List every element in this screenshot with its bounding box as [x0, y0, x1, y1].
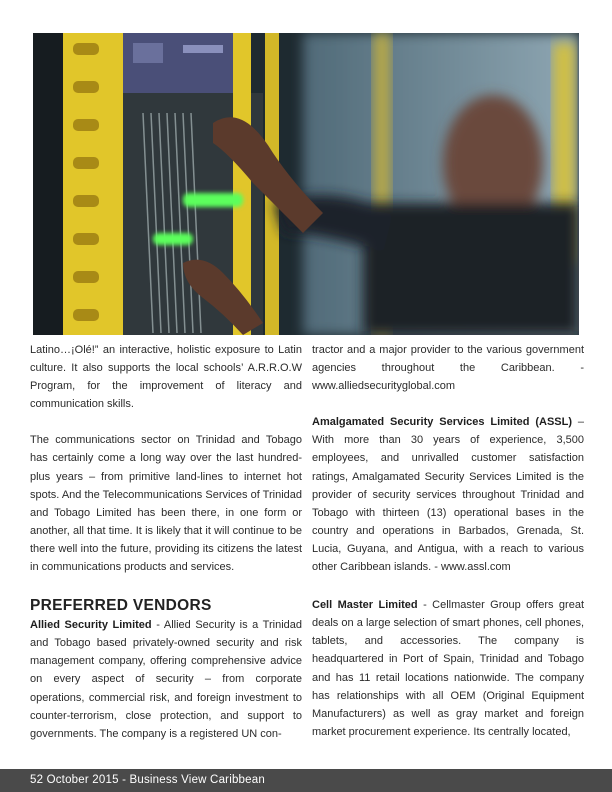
vendor-allied-text: - Allied Security is a Trinidad and Tobago based privately-owned security and risk management company, offering comprehensive advice on every aspect of security – from corporate operations, commercial risk, and foreign investment to counter-terrorism, close protection, and support to governments. The company is a registered UN con- — [30, 619, 302, 740]
paragraph-communications: The communications sector on Trinidad and Tobago has certainly come a long way over the last hundred-plus years – from primitive land-lines to internet hot spots. And the Telecommunications Services of Trinidad and Tobago Limited has been there, in one form or another, all that time. It is likely that it will continue to be there well into the future, providing its citizens the latest in communications products and services. — [30, 434, 302, 574]
article-photo — [33, 33, 579, 335]
paragraph-latino: Latino…¡Olé!” an interactive, holistic exposure to Latin culture. It also supports the local schools’ A.R.R.O.W Program, for the improvement of literacy and communication skills. — [30, 344, 302, 411]
page-footer — [0, 769, 612, 792]
server-rack-photo — [33, 33, 579, 335]
footer-text: 52 October 2015 - Business View Caribbean — [30, 774, 265, 786]
vendor-allied — [30, 616, 302, 743]
section-heading: PREFERRED VENDORS — [30, 597, 212, 615]
vendor-assl-text: – With more than 30 years of experience, 3,500 employees, and unrivalled customer satisfaction ratings, Amalgamated Security Services Limited is the provider of security services throughout Trinidad and Tobago with thirteen (13) operational bases in the country and operations in Barbados, Grenada, St. Lucia, Guyana, and Antigua, with a reach to various other Caribbean islands. - www.assl.com — [312, 416, 584, 574]
vendor-cellmaster — [312, 596, 584, 741]
vendor-assl — [312, 413, 584, 576]
vendor-cellmaster-name: Cell Master Limited — [312, 599, 418, 612]
right-column — [312, 341, 584, 741]
vendor-allied-name: Allied Security Limited — [30, 619, 152, 632]
left-column — [30, 341, 302, 743]
vendor-cellmaster-text: - Cellmaster Group offers great deals on a large selection of smart phones, cell phones, tablets, and accessories. The company is headquartered in Port of Spain, Trinidad and Tobago and has 11 retail locations nationwide. The company has relationships with all OEM (Original Equipment Manufacturers) as well as gray market and foreign market procurement experience. Its centrally located, — [312, 599, 585, 738]
paragraph-allied-continued: tractor and a major provider to the various government agencies throughout the Caribbean. - www.alliedsecurityglobal.com — [312, 344, 584, 393]
vendor-assl-name: Amalgamated Security Services Limited (ASSL) — [312, 416, 573, 429]
